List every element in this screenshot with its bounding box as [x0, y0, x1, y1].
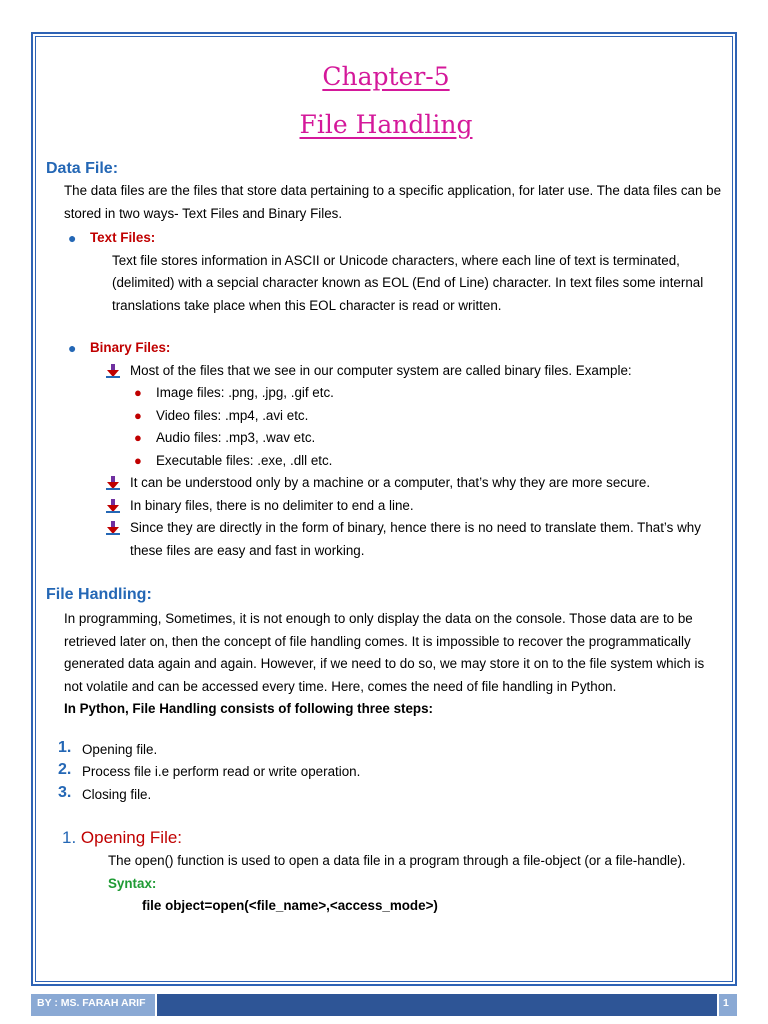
file-handling-heading: File Handling: [46, 586, 152, 603]
example-item [134, 450, 726, 473]
binary-point-2 [130, 472, 726, 495]
example-item [134, 382, 726, 405]
bullet-icon: ● [134, 430, 142, 445]
file-handling-body: In programming, Sometimes, it is not enough to only display the data on the console. Those data are to be retrieved later on, then the concept of file handling comes. It is impossible to recover the programmatically generated data again and again. However, if we need to do so, we may store it on to the file system which is not volatile and can be accessed every time. Here, comes the need of file handling in Python. [64, 611, 705, 694]
example-item [134, 427, 726, 450]
step-text: Opening file. [82, 741, 158, 757]
steps-intro: In Python, File Handling consists of following three steps: [64, 701, 434, 716]
step-item [58, 783, 726, 807]
footer-page-box [719, 994, 737, 1016]
step-item [58, 738, 726, 762]
binary-point-1 [130, 360, 726, 383]
example-item [134, 405, 726, 428]
example-text: Audio files: .mp3, .wav etc. [156, 430, 316, 445]
example-text: Image files: .png, .jpg, .gif etc. [156, 385, 334, 400]
bullet-icon: ● [68, 230, 77, 246]
page-content [46, 56, 726, 918]
syntax-code: file object=open(<file_name>,<access_mode>) [142, 898, 438, 913]
text-files-body: Text file stores information in ASCII or Unicode characters, where each line of text is terminated, (delimited) with a sepcial character known as EOL (End of Line) character. In text files some internal translations take place when this EOL character is read or written. [112, 252, 704, 313]
bullet-icon: ● [134, 407, 142, 423]
binary-files-item [68, 337, 726, 360]
example-text: Video files: .mp4, .avi etc. [156, 407, 309, 423]
arrow-down-icon [106, 476, 120, 490]
binary-point-4-text: Since they are directly in the form of binary, hence there is no need to translate them. That’s why these files are easy and fast in working. [130, 520, 701, 558]
step-number: 1. [58, 738, 72, 756]
step-number: 3. [58, 783, 72, 801]
arrow-down-icon [106, 521, 120, 535]
footer-author: BY : MS. FARAH ARIF [37, 997, 146, 1009]
step-text: Process file i.e perform read or write operation. [82, 764, 361, 779]
data-file-heading: Data File: [46, 160, 119, 177]
step-text: Closing file. [82, 786, 152, 802]
arrow-down-icon [106, 364, 120, 378]
binary-point-3-text: In binary files, there is no delimiter to end a line. [130, 497, 414, 513]
arrow-down-icon [106, 499, 120, 513]
footer-author-box [31, 994, 155, 1016]
binary-files-label: Binary Files: [90, 340, 171, 355]
binary-point-4 [130, 517, 726, 562]
page-footer [31, 994, 737, 1016]
binary-point-3 [130, 495, 726, 518]
bullet-icon: ● [134, 385, 142, 400]
binary-point-1-text: Most of the files that we see in our computer system are called binary files. Example: [130, 362, 632, 378]
text-files-item [68, 227, 726, 250]
page-number: 1 [723, 997, 729, 1009]
binary-point-2-text: It can be understood only by a machine or a computer, that’s why they are more secure. [130, 475, 651, 490]
step-number: 2. [58, 761, 72, 778]
step-item [58, 761, 726, 784]
data-file-intro: The data files are the files that store data pertaining to a specific application, for later use. The data files can be stored in two ways- Text Files and Binary Files. [64, 183, 722, 221]
example-text: Executable files: .exe, .dll etc. [156, 452, 333, 468]
syntax-label: Syntax: [108, 875, 157, 891]
bullet-icon: ● [134, 452, 142, 468]
text-files-label: Text Files: [90, 230, 156, 245]
opening-file-number: 1. [62, 828, 77, 847]
opening-file-heading [62, 826, 726, 850]
chapter-title: Chapter-5 [322, 62, 450, 91]
opening-file-body: The open() function is used to open a data file in a program through a file-object (or a file-handle). [108, 853, 686, 868]
footer-bar [157, 994, 717, 1016]
opening-file-title: Opening File: [80, 828, 183, 847]
page-title: File Handling [299, 110, 473, 139]
bullet-icon: ● [68, 340, 77, 356]
